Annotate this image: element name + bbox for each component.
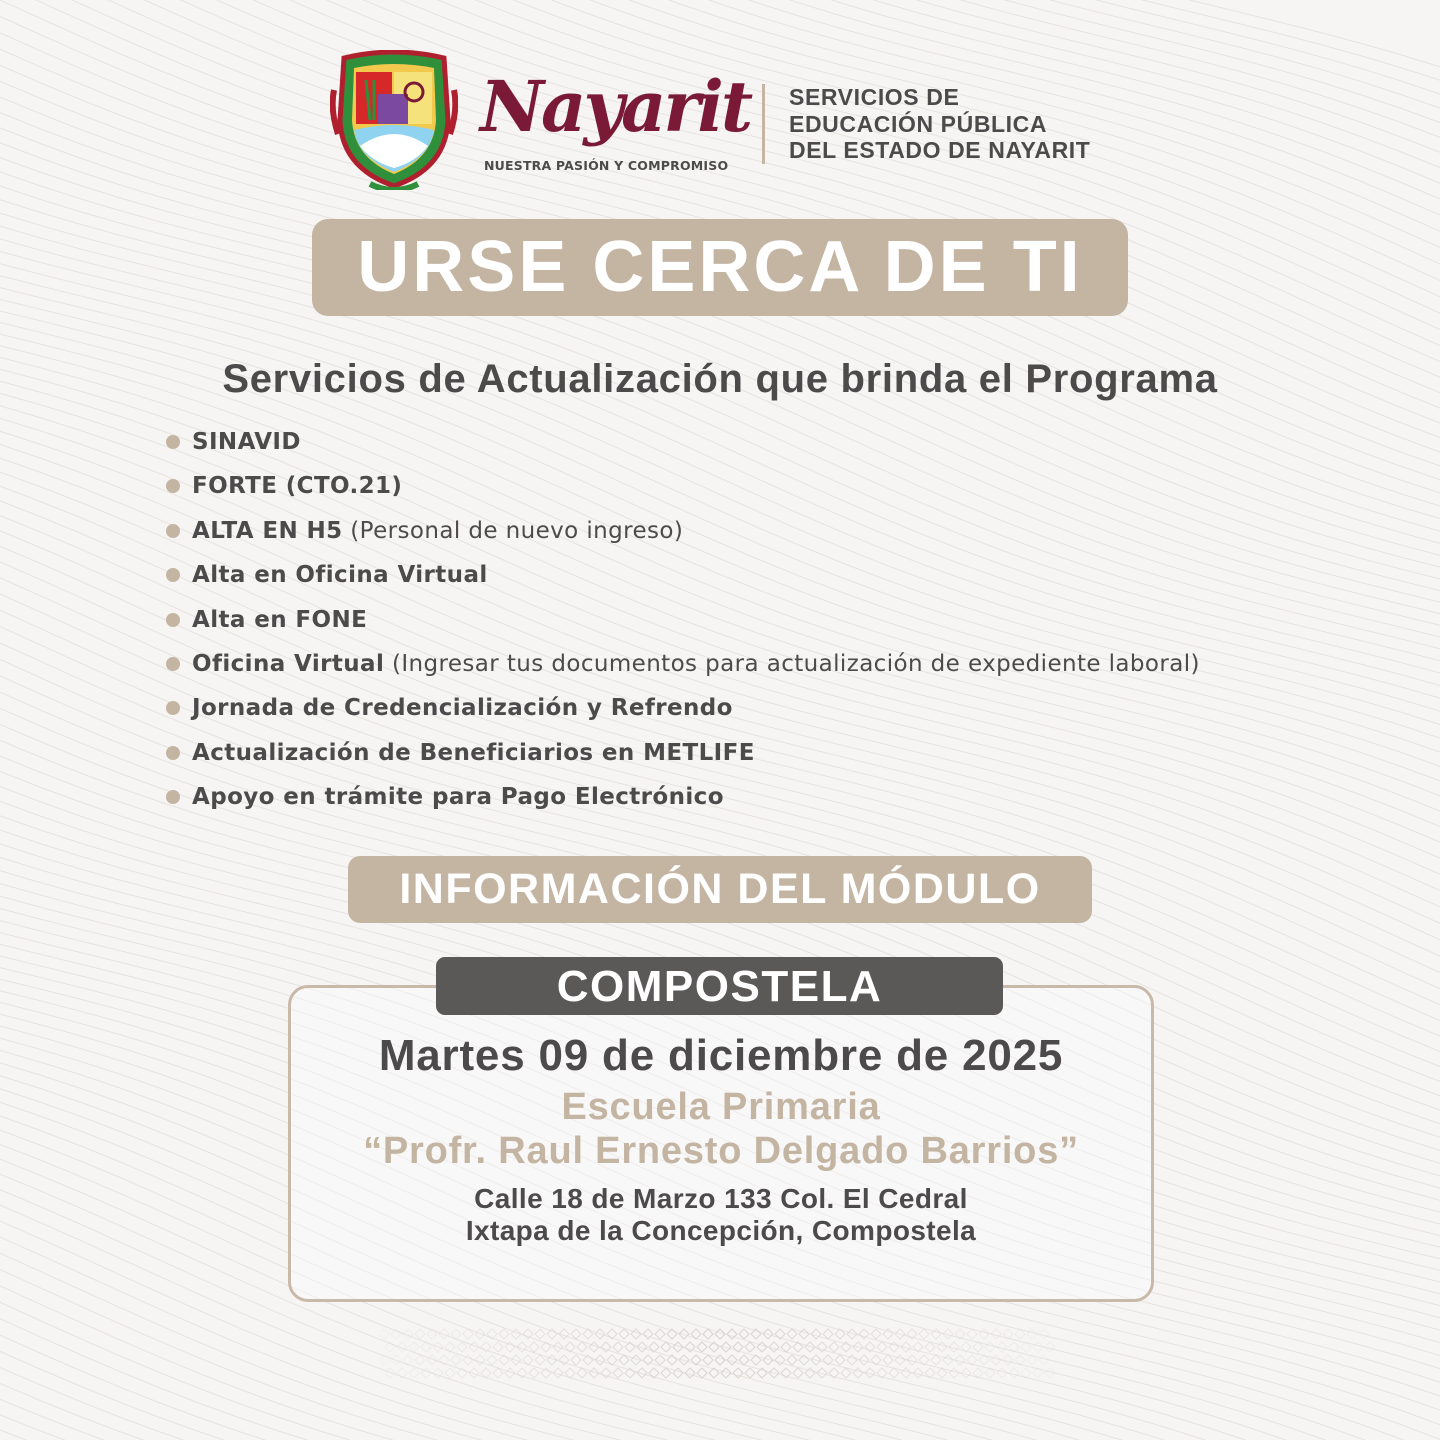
- footer-diamond: [853, 1342, 863, 1352]
- footer-diamond: [397, 1342, 407, 1352]
- footer-diamond: [775, 1355, 785, 1365]
- footer-diamond: [541, 1342, 551, 1352]
- footer-diamond: [697, 1342, 707, 1352]
- footer-diamond: [877, 1342, 887, 1352]
- footer-diamond: [973, 1368, 983, 1378]
- footer-diamond: [925, 1368, 935, 1378]
- footer-diamond: [439, 1329, 449, 1339]
- footer-diamond: [475, 1329, 485, 1339]
- footer-diamond: [679, 1355, 689, 1365]
- footer-diamond: [625, 1368, 635, 1378]
- footer-diamond: [421, 1342, 431, 1352]
- footer-diamond: [631, 1329, 641, 1339]
- dot-bullet-icon: [166, 790, 180, 804]
- footer-diamond: [475, 1355, 485, 1365]
- footer-diamond: [1009, 1342, 1019, 1352]
- footer-diamond: [577, 1342, 587, 1352]
- footer-diamond: [463, 1355, 473, 1365]
- footer-diamond: [955, 1329, 965, 1339]
- footer-diamond: [559, 1355, 569, 1365]
- footer-diamond: [895, 1329, 905, 1339]
- list-item: [166, 553, 1346, 597]
- decorative-footer-pattern: [380, 1328, 1060, 1384]
- footer-diamond: [553, 1368, 563, 1378]
- footer-diamond: [805, 1368, 815, 1378]
- footer-diamond: [979, 1355, 989, 1365]
- footer-diamond: [469, 1342, 479, 1352]
- footer-diamond: [817, 1342, 827, 1352]
- footer-diamond: [1021, 1342, 1031, 1352]
- footer-diamond: [973, 1342, 983, 1352]
- footer-diamond: [889, 1368, 899, 1378]
- footer-diamond: [493, 1368, 503, 1378]
- footer-diamond: [1003, 1355, 1013, 1365]
- footer-diamond: [889, 1342, 899, 1352]
- footer-diamond: [841, 1342, 851, 1352]
- brand-wordmark: Nayarit: [480, 65, 751, 148]
- footer-diamond: [739, 1329, 749, 1339]
- footer-diamond: [463, 1329, 473, 1339]
- footer-diamond: [643, 1329, 653, 1339]
- footer-diamond: [1015, 1355, 1025, 1365]
- nayarit-brand-logo: [478, 62, 751, 182]
- footer-diamond: [541, 1368, 551, 1378]
- footer-diamond: [553, 1342, 563, 1352]
- footer-diamond: [853, 1368, 863, 1378]
- footer-diamond: [487, 1355, 497, 1365]
- footer-diamond: [571, 1329, 581, 1339]
- footer-diamond: [499, 1355, 509, 1365]
- footer-diamond: [931, 1355, 941, 1365]
- footer-diamond: [403, 1329, 413, 1339]
- footer-diamond: [811, 1329, 821, 1339]
- footer-diamond: [547, 1355, 557, 1365]
- footer-diamond: [817, 1368, 827, 1378]
- footer-diamond: [877, 1368, 887, 1378]
- footer-diamond: [721, 1342, 731, 1352]
- footer-diamond: [991, 1329, 1001, 1339]
- footer-diamond: [799, 1329, 809, 1339]
- footer-diamond: [865, 1342, 875, 1352]
- footer-diamond: [679, 1329, 689, 1339]
- footer-diamond: [661, 1342, 671, 1352]
- service-label: SINAVID: [192, 429, 301, 455]
- footer-diamond: [517, 1368, 527, 1378]
- module-info-banner: INFORMACIÓN DEL MÓDULO: [348, 856, 1092, 923]
- footer-diamond: [1045, 1342, 1055, 1352]
- footer-diamond: [691, 1355, 701, 1365]
- footer-diamond: [943, 1329, 953, 1339]
- footer-diamond: [565, 1368, 575, 1378]
- footer-diamond: [493, 1342, 503, 1352]
- footer-diamond: [937, 1342, 947, 1352]
- footer-diamond: [415, 1329, 425, 1339]
- footer-diamond: [601, 1342, 611, 1352]
- footer-diamond: [895, 1355, 905, 1365]
- footer-diamond: [1021, 1368, 1031, 1378]
- footer-diamond: [727, 1329, 737, 1339]
- dot-bullet-icon: [166, 568, 180, 582]
- footer-diamond: [949, 1368, 959, 1378]
- footer-diamond: [505, 1342, 515, 1352]
- footer-diamond: [607, 1355, 617, 1365]
- footer-diamond: [1045, 1368, 1055, 1378]
- list-item: [166, 642, 1346, 686]
- footer-diamond: [733, 1368, 743, 1378]
- agency-line-2: EDUCACIÓN PÚBLICA: [789, 110, 1048, 137]
- footer-diamond: [751, 1355, 761, 1365]
- venue-address: [288, 1183, 1154, 1247]
- footer-diamond: [673, 1342, 683, 1352]
- footer-diamond: [847, 1329, 857, 1339]
- footer-diamond: [745, 1368, 755, 1378]
- dot-bullet-icon: [166, 479, 180, 493]
- footer-diamond: [835, 1329, 845, 1339]
- footer-diamond: [637, 1342, 647, 1352]
- footer-diamond: [985, 1368, 995, 1378]
- list-item: [166, 509, 1346, 553]
- footer-diamond: [439, 1355, 449, 1365]
- dot-bullet-icon: [166, 613, 180, 627]
- footer-diamond: [733, 1342, 743, 1352]
- footer-diamond: [625, 1342, 635, 1352]
- school-name: [288, 1085, 1154, 1173]
- footer-diamond: [481, 1342, 491, 1352]
- footer-diamond: [985, 1342, 995, 1352]
- dot-bullet-icon: [166, 701, 180, 715]
- footer-diamond: [829, 1342, 839, 1352]
- agency-line-1: SERVICIOS DE: [789, 84, 960, 110]
- footer-diamond: [511, 1355, 521, 1365]
- footer-diamond: [619, 1355, 629, 1365]
- footer-diamond: [841, 1368, 851, 1378]
- footer-diamond: [457, 1342, 467, 1352]
- footer-diamond: [871, 1329, 881, 1339]
- city-label: COMPOSTELA: [436, 957, 1003, 1015]
- footer-diamond: [613, 1342, 623, 1352]
- footer-diamond: [865, 1368, 875, 1378]
- event-date: Martes 09 de diciembre de 2025: [378, 1031, 1064, 1080]
- footer-diamond: [757, 1368, 767, 1378]
- footer-diamond: [451, 1329, 461, 1339]
- footer-diamond: [925, 1342, 935, 1352]
- footer-diamond: [919, 1329, 929, 1339]
- footer-diamond: [487, 1329, 497, 1339]
- footer-diamond: [1009, 1368, 1019, 1378]
- footer-diamond: [607, 1329, 617, 1339]
- footer-diamond: [913, 1342, 923, 1352]
- footer-diamond: [1039, 1355, 1049, 1365]
- footer-diamond: [823, 1355, 833, 1365]
- dot-bullet-icon: [166, 524, 180, 538]
- footer-diamond: [823, 1329, 833, 1339]
- footer-diamond: [661, 1368, 671, 1378]
- footer-diamond: [511, 1329, 521, 1339]
- footer-diamond: [445, 1342, 455, 1352]
- footer-diamond: [469, 1368, 479, 1378]
- section-title: Servicios de Actualización que brinda el Programa: [222, 357, 1218, 401]
- footer-diamond: [427, 1329, 437, 1339]
- footer-diamond: [979, 1329, 989, 1339]
- list-item: [166, 464, 1346, 508]
- footer-diamond: [451, 1355, 461, 1365]
- footer-diamond: [1015, 1329, 1025, 1339]
- footer-diamond: [1027, 1329, 1037, 1339]
- footer-diamond: [1039, 1329, 1049, 1339]
- footer-diamond: [961, 1368, 971, 1378]
- footer-diamond: [787, 1329, 797, 1339]
- footer-diamond: [595, 1329, 605, 1339]
- footer-diamond: [769, 1368, 779, 1378]
- service-label: ALTA EN H5: [192, 517, 343, 544]
- footer-diamond: [805, 1342, 815, 1352]
- footer-diamond: [380, 1355, 389, 1365]
- footer-diamond: [583, 1329, 593, 1339]
- footer-diamond: [727, 1355, 737, 1365]
- footer-diamond: [577, 1368, 587, 1378]
- footer-diamond: [811, 1355, 821, 1365]
- footer-diamond: [583, 1355, 593, 1365]
- nayarit-coat-of-arms-icon: [330, 50, 458, 190]
- footer-diamond: [559, 1329, 569, 1339]
- dot-bullet-icon: [166, 657, 180, 671]
- footer-diamond: [673, 1368, 683, 1378]
- footer-diamond: [937, 1368, 947, 1378]
- footer-diamond: [739, 1355, 749, 1365]
- footer-diamond: [907, 1329, 917, 1339]
- footer-diamond: [859, 1329, 869, 1339]
- footer-diamond: [445, 1368, 455, 1378]
- footer-diamond: [913, 1368, 923, 1378]
- footer-diamond: [943, 1355, 953, 1365]
- footer-diamond: [433, 1342, 443, 1352]
- footer-diamond: [637, 1368, 647, 1378]
- footer-diamond: [631, 1355, 641, 1365]
- footer-diamond: [835, 1355, 845, 1365]
- footer-diamond: [997, 1342, 1007, 1352]
- service-label: FORTE (CTO.21): [192, 473, 403, 500]
- service-label: Jornada de Credencialización y Refrendo: [192, 695, 733, 722]
- footer-diamond: [793, 1342, 803, 1352]
- footer-diamond: [703, 1355, 713, 1365]
- dot-bullet-icon: [166, 435, 180, 449]
- service-note: (Ingresar tus documentos para actualización de expediente laboral): [384, 650, 1200, 677]
- footer-diamond: [907, 1355, 917, 1365]
- footer-diamond: [721, 1368, 731, 1378]
- footer-diamond: [961, 1342, 971, 1352]
- service-label: Actualización de Beneficiarios en METLIFE: [192, 739, 755, 766]
- list-item: [166, 420, 1346, 464]
- footer-diamond: [685, 1368, 695, 1378]
- list-item: [166, 775, 1346, 819]
- service-label: Alta en Oficina Virtual: [192, 562, 488, 589]
- footer-diamond: [709, 1368, 719, 1378]
- footer-diamond: [703, 1329, 713, 1339]
- footer-diamond: [793, 1368, 803, 1378]
- footer-diamond: [859, 1355, 869, 1365]
- footer-diamond: [763, 1329, 773, 1339]
- footer-diamond: [391, 1355, 401, 1365]
- footer-diamond: [949, 1342, 959, 1352]
- service-note: (Personal de nuevo ingreso): [342, 517, 684, 544]
- list-item: [166, 598, 1346, 642]
- footer-diamond: [523, 1355, 533, 1365]
- footer-diamond: [763, 1355, 773, 1365]
- footer-diamond: [523, 1329, 533, 1339]
- footer-diamond: [847, 1355, 857, 1365]
- footer-diamond: [517, 1342, 527, 1352]
- footer-diamond: [457, 1368, 467, 1378]
- footer-diamond: [751, 1329, 761, 1339]
- footer-diamond: [601, 1368, 611, 1378]
- list-item: [166, 731, 1346, 775]
- school-line-2: “Profr. Raul Ernesto Delgado Barrios”: [363, 1130, 1079, 1172]
- footer-diamond: [649, 1368, 659, 1378]
- footer-diamond: [409, 1368, 419, 1378]
- footer-diamond: [967, 1329, 977, 1339]
- footer-diamond: [709, 1342, 719, 1352]
- brand-tagline: NUESTRA PASIÓN Y COMPROMISO: [484, 158, 729, 173]
- footer-diamond: [781, 1368, 791, 1378]
- footer-diamond: [589, 1342, 599, 1352]
- footer-diamond: [565, 1342, 575, 1352]
- footer-diamond: [505, 1368, 515, 1378]
- footer-diamond: [931, 1329, 941, 1339]
- footer-diamond: [685, 1342, 695, 1352]
- footer-diamond: [1003, 1329, 1013, 1339]
- footer-diamond: [745, 1342, 755, 1352]
- footer-diamond: [547, 1329, 557, 1339]
- footer-diamond: [667, 1329, 677, 1339]
- footer-diamond: [397, 1368, 407, 1378]
- footer-diamond: [829, 1368, 839, 1378]
- agency-name: [789, 84, 1129, 164]
- service-label: Apoyo en trámite para Pago Electrónico: [192, 784, 724, 811]
- footer-diamond: [955, 1355, 965, 1365]
- footer-diamond: [589, 1368, 599, 1378]
- footer-diamond: [613, 1368, 623, 1378]
- footer-diamond: [991, 1355, 1001, 1365]
- footer-diamond: [901, 1342, 911, 1352]
- header-divider: [762, 84, 765, 164]
- footer-diamond: [481, 1368, 491, 1378]
- footer-diamond: [535, 1329, 545, 1339]
- footer-diamond: [901, 1368, 911, 1378]
- footer-diamond: [571, 1355, 581, 1365]
- footer-diamond: [535, 1355, 545, 1365]
- footer-diamond: [997, 1368, 1007, 1378]
- agency-line-3: DEL ESTADO DE NAYARIT: [789, 137, 1091, 163]
- footer-diamond: [919, 1355, 929, 1365]
- footer-diamond: [380, 1329, 389, 1339]
- footer-diamond: [619, 1329, 629, 1339]
- footer-diamond: [391, 1329, 401, 1339]
- footer-diamond: [691, 1329, 701, 1339]
- footer-diamond: [421, 1368, 431, 1378]
- footer-diamond: [403, 1355, 413, 1365]
- footer-diamond: [427, 1355, 437, 1365]
- footer-diamond: [883, 1355, 893, 1365]
- footer-diamond: [883, 1329, 893, 1339]
- services-list: [166, 420, 1346, 820]
- footer-diamond: [715, 1355, 725, 1365]
- service-label: Alta en FONE: [192, 606, 368, 633]
- footer-diamond: [415, 1355, 425, 1365]
- address-line-2: Ixtapa de la Concepción, Compostela: [465, 1215, 977, 1246]
- footer-diamond: [1033, 1368, 1043, 1378]
- address-line-1: Calle 18 de Marzo 133 Col. El Cedral: [474, 1183, 968, 1214]
- footer-diamond: [499, 1329, 509, 1339]
- title-banner: URSE CERCA DE TI: [312, 219, 1128, 316]
- service-label: Oficina Virtual: [192, 650, 385, 677]
- school-line-1: Escuela Primaria: [561, 1086, 881, 1128]
- footer-diamond: [775, 1329, 785, 1339]
- footer-diamond: [643, 1355, 653, 1365]
- footer-diamond: [697, 1368, 707, 1378]
- footer-diamond: [1027, 1355, 1037, 1365]
- footer-diamond: [871, 1355, 881, 1365]
- footer-diamond: [529, 1368, 539, 1378]
- footer-diamond: [787, 1355, 797, 1365]
- footer-diamond: [799, 1355, 809, 1365]
- footer-diamond: [667, 1355, 677, 1365]
- footer-diamond: [715, 1329, 725, 1339]
- footer-diamond: [595, 1355, 605, 1365]
- footer-diamond: [781, 1342, 791, 1352]
- footer-diamond: [409, 1342, 419, 1352]
- footer-diamond: [757, 1342, 767, 1352]
- footer-diamond: [655, 1355, 665, 1365]
- footer-diamond: [433, 1368, 443, 1378]
- footer-diamond: [769, 1342, 779, 1352]
- footer-diamond: [385, 1368, 395, 1378]
- list-item: [166, 686, 1346, 730]
- footer-diamond: [385, 1342, 395, 1352]
- footer-diamond: [1033, 1342, 1043, 1352]
- footer-diamond: [649, 1342, 659, 1352]
- dot-bullet-icon: [166, 746, 180, 760]
- footer-diamond: [967, 1355, 977, 1365]
- footer-diamond: [655, 1329, 665, 1339]
- footer-diamond: [529, 1342, 539, 1352]
